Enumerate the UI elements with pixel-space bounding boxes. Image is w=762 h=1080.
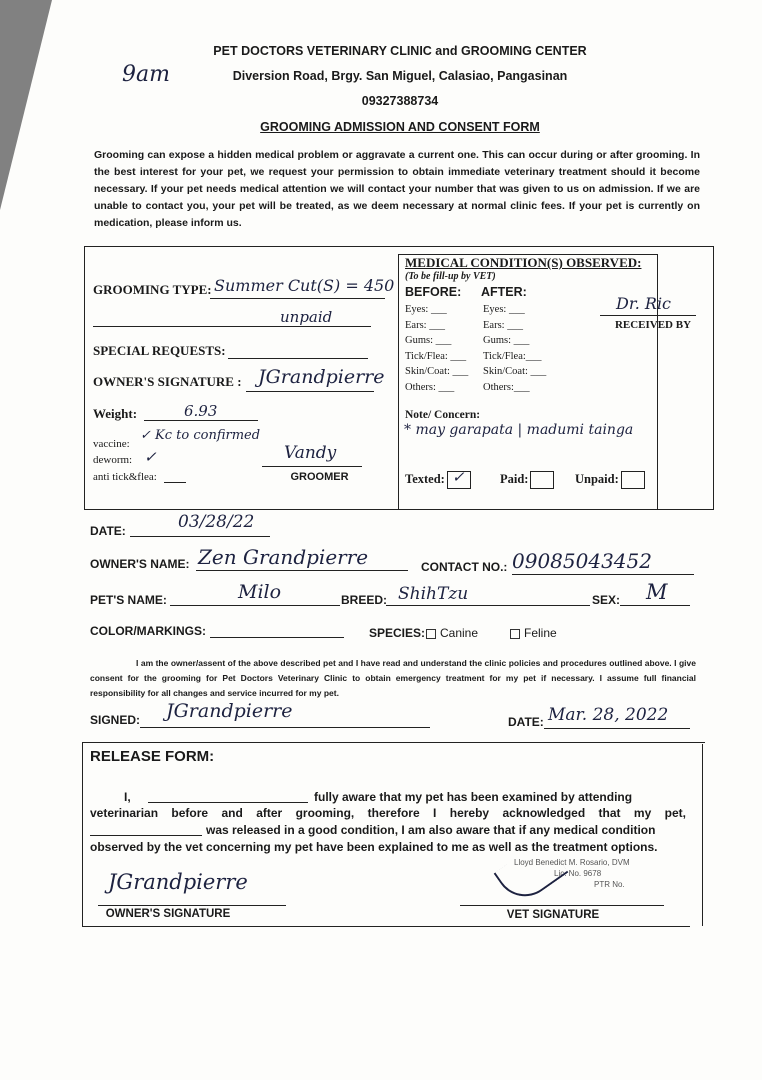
owner-name-value: Zen Grandpierre [198,545,369,569]
before-label: BEFORE: [405,285,462,299]
after-label: AFTER: [481,285,527,299]
vet-signature-line [460,905,664,906]
vaccine-label: vaccine: [93,438,130,450]
contact-label: CONTACT NO.: [421,560,508,574]
consent-paragraph: I am the owner/assent of the above described pet and I have read and understand the clinic policies and procedures outlined above. I give consent for the grooming for Pet Doctors Veterinary Clinic to obtain emergency treatment for my pet if necessary. I assume full financial responsibility for all changes and service incurred for my pet. [90,658,696,698]
note-label: Note/ Concern: [405,409,481,421]
owner-name-label: OWNER'S NAME: [90,557,190,571]
signed-date-label: DATE: [508,715,544,729]
canine-label: Canine [440,626,479,640]
clinic-name: PET DOCTORS VETERINARY CLINIC and GROOMING CENTER [213,44,587,58]
vaccine-value: ✓ Kc to confirmed [140,428,261,443]
release-line1-b: fully aware that my pet has been examined by attending [314,790,633,804]
before-item: Skin/Coat: ___ [405,366,469,377]
signed-label: SIGNED: [90,713,141,727]
feline-checkbox[interactable] [510,629,520,639]
after-item: Tick/Flea:___ [483,350,542,362]
pet-name-label: PET'S NAME: [90,593,167,607]
pet-name-value: Milo [238,581,282,603]
weight-value: 6.93 [184,402,218,420]
weight-line [144,420,258,421]
before-item: Gums: ___ [405,335,452,346]
species-feline-option[interactable] [510,626,557,640]
texted-field [405,468,471,489]
note-value: * may garapata | madumi tainga [404,422,634,438]
received-by-line [600,315,696,316]
release-name-line [148,802,308,803]
signed-line [140,727,430,728]
weight-label: Weight: [93,406,138,421]
medical-title: MEDICAL CONDITION(S) OBSERVED: [405,255,642,270]
clinic-address: Diversion Road, Brgy. San Miguel, Calasiao, Pangasinan [232,69,568,83]
color-markings-line [210,637,344,638]
after-item: Others:___ [483,381,530,393]
release-line1-a: I, [124,790,131,804]
signed-date-value: Mar. 28, 2022 [548,705,669,725]
clinic-phone: 09327388734 [361,94,439,108]
sex-value: M [646,580,668,604]
paid-field [500,471,554,489]
before-item: Tick/Flea: ___ [405,350,467,362]
after-item: Eyes: ___ [483,304,525,315]
after-item: Gums: ___ [483,335,530,346]
antitick-line [164,482,186,483]
before-list [405,302,468,395]
release-title: RELEASE FORM: [90,748,215,765]
date-line [130,536,270,537]
color-markings-label: COLOR/MARKINGS: [90,624,206,638]
before-item: Eyes: ___ [405,304,447,315]
unpaid-field [575,471,645,489]
after-list [483,302,546,395]
pet-name-line [170,605,340,606]
contact-line [512,574,694,575]
before-item: Ears: ___ [405,319,445,331]
sex-line [620,605,690,606]
scan-shadow-corner [0,0,52,210]
intro-paragraph: Grooming can expose a hidden medical problem or aggravate a current one. This can occur during or after grooming. In the best interest for your pet, we request your permission to obtain immediate veterinary treatment should it become necessary. If your pet needs medical attention we will contact your number that was given to us on admission. If we are unable to contact you, your pet will be treated, as we deem necessary at normal clinic fees. If your pet is currently on medication, please inform us. [94,149,700,229]
medical-subtitle: (To be fill-up by VET) [405,271,496,282]
release-owner-signature-value: JGrandpierre [108,870,248,894]
release-line3: was released in a good condition, I am also aware that if any medical condition [206,823,656,837]
unpaid-checkbox[interactable] [621,471,645,489]
grooming-type-line-2 [93,326,371,327]
grooming-type-note: unpaid [280,308,333,326]
after-item: Ears: ___ [483,319,523,331]
feline-label: Feline [524,626,557,640]
signed-value: JGrandpierre [166,700,293,722]
grooming-type-label: GROOMING TYPE: [93,282,212,297]
form-title: GROOMING ADMISSION AND CONSENT FORM [260,120,540,134]
species-label: SPECIES: [369,626,426,640]
texted-checkbox[interactable] [447,468,471,489]
release-owner-signature-line [98,905,286,906]
grooming-type-value: Summer Cut(S) = 450 [214,276,395,295]
owner-name-line [196,570,408,571]
groomer-value: Vandy [284,443,337,463]
received-by-value: Dr. Ric [616,294,672,313]
release-owner-signature-label: OWNER'S SIGNATURE [105,908,231,920]
owner-signature-label: OWNER'S SIGNATURE : [93,374,242,389]
received-by-label: RECEIVED BY [614,319,692,331]
contact-value: 09085043452 [512,549,652,573]
breed-label: BREED: [341,593,388,607]
owner-signature-line [246,391,374,392]
deworm-value: ✓ [144,448,157,466]
release-box-bottom [82,926,690,927]
release-pet-line [90,835,202,836]
sex-label: SEX: [592,593,621,607]
breed-value: ShihTzu [398,584,469,604]
special-requests-line [228,358,368,359]
antitick-label: anti tick&flea: [93,471,157,483]
after-item: Skin/Coat: ___ [483,366,547,377]
canine-checkbox[interactable] [426,629,436,639]
handwritten-time: 9am [122,62,170,87]
vet-stamp-ptr: PTR No. [594,880,625,889]
texted-label: Texted: [405,471,445,486]
before-item: Others: ___ [405,381,455,393]
grooming-type-line [210,298,385,299]
vet-stamp-name: Lloyd Benedict M. Rosario, DVM [514,858,630,867]
release-box-right [702,744,703,926]
vet-stamp-license: Lic. No. 9678 [554,869,602,878]
deworm-label: deworm: [93,454,133,466]
breed-line [386,605,590,606]
groomer-label: GROOMER [290,471,349,483]
release-line2: veterinarian before and after grooming, therefore I hereby acknowledged that my pet, [90,806,686,820]
release-line4: observed by the vet concerning my pet have been explained to me as well as the treatment options. [90,840,658,854]
vet-signature-label: VET SIGNATURE [506,909,600,921]
signed-date-line [544,728,690,729]
owner-signature-value: JGrandpierre [258,366,385,388]
unpaid-label: Unpaid: [575,471,619,486]
species-canine-option[interactable] [426,626,478,640]
paid-checkbox[interactable] [530,471,554,489]
groomer-line [262,466,362,467]
paid-label: Paid: [500,471,529,486]
date-label: DATE: [90,524,126,538]
special-requests-label: SPECIAL REQUESTS: [93,343,226,358]
date-value: 03/28/22 [178,512,255,532]
texted-check-mark: ✓ [451,468,465,486]
